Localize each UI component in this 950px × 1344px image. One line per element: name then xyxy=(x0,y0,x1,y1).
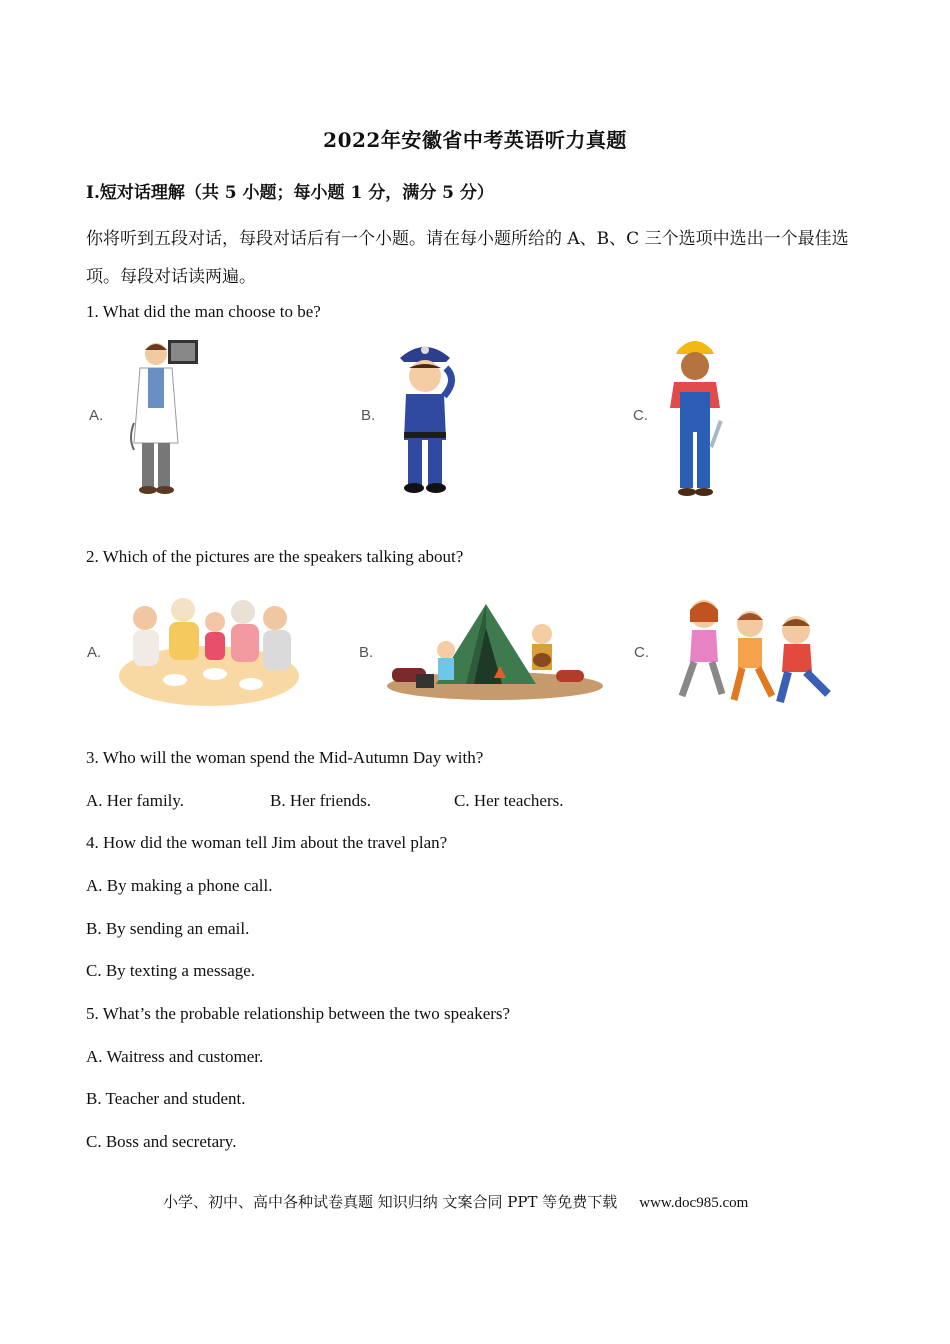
question-1: 1. What did the man choose to be? xyxy=(86,302,321,321)
q1-option-b-label: B. xyxy=(361,407,376,424)
q4-option-a: A. By making a phone call. xyxy=(86,876,273,895)
q1-option-a-label: A. xyxy=(89,407,104,424)
q1-option-c-label: C. xyxy=(633,407,648,424)
kids-running-picture xyxy=(662,596,846,708)
q4-option-c: C. By texting a message. xyxy=(86,961,256,980)
q2-option-a-label: A. xyxy=(87,644,102,661)
q3-option-b: B. Her friends. xyxy=(270,791,372,810)
policeman-picture xyxy=(388,340,463,495)
q2-option-c-label: C. xyxy=(634,644,649,661)
worker-picture xyxy=(660,334,730,500)
q5-option-c: C. Boss and secretary. xyxy=(86,1132,237,1151)
camping-picture xyxy=(386,598,604,704)
question-2: 2. Which of the pictures are the speakers talking about? xyxy=(86,547,464,566)
q2-option-b-label: B. xyxy=(359,644,374,661)
q5-option-a: A. Waitress and customer. xyxy=(86,1047,264,1066)
page-title: 2022年安徽省中考英语听力真题 xyxy=(323,128,627,152)
doctor-picture xyxy=(118,338,203,496)
question-3: 3. Who will the woman spend the Mid-Autumn Day with? xyxy=(86,748,484,767)
question-4: 4. How did the woman tell Jim about the travel plan? xyxy=(86,833,448,852)
q3-option-c: C. Her teachers. xyxy=(454,791,564,810)
q4-option-b: B. By sending an email. xyxy=(86,919,250,938)
footer xyxy=(163,1191,748,1212)
footer-text: 小学、初中、高中各种试卷真题 知识归纳 文案合同 PPT 等免费下载 xyxy=(163,1193,618,1211)
section-instruction: 你将听到五段对话，每段对话后有一个小题。请在每小题所给的 A、B、C 三个选项中选出一个最佳选项。每段对话读两遍。 xyxy=(86,229,849,287)
section-heading: I.短对话理解（共 5 小题；每小题 1 分，满分 5 分） xyxy=(86,183,494,203)
footer-url[interactable]: www.doc985.com xyxy=(639,1195,749,1211)
family-dinner-picture xyxy=(115,596,303,708)
question-5: 5. What’s the probable relationship between the two speakers? xyxy=(86,1004,511,1023)
q3-option-a: A. Her family. xyxy=(86,791,185,810)
q5-option-b: B. Teacher and student. xyxy=(86,1089,246,1108)
